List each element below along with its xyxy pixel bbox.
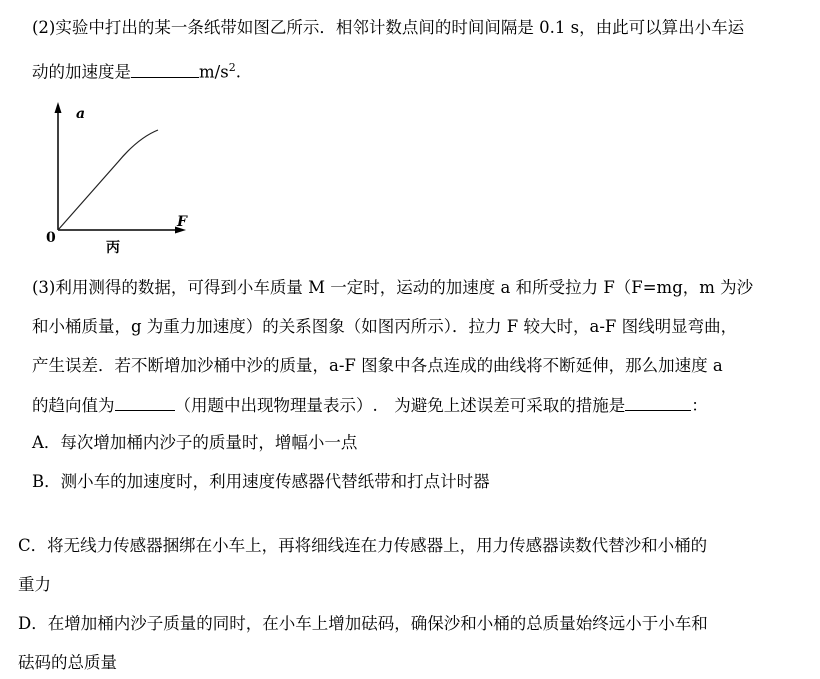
y-axis-label: a bbox=[76, 106, 86, 122]
q3-line-3: 产生误差．若不断增加沙桶中沙的质量，a-F 图象中各点连成的曲线将不断延伸，那么加速度 a bbox=[32, 356, 723, 375]
option-b: B．测小车的加速度时，利用速度传感器代替纸带和打点计时器 bbox=[32, 472, 490, 491]
y-axis-arrow-icon bbox=[55, 102, 62, 113]
colon: ： bbox=[691, 396, 708, 415]
origin-label: 0 bbox=[46, 230, 56, 246]
answer-blank-acceleration[interactable] bbox=[131, 61, 199, 78]
a-f-graph bbox=[38, 100, 208, 260]
x-axis-label: F bbox=[177, 214, 187, 230]
q2-line-2 bbox=[32, 57, 241, 84]
option-d-line-1: D．在增加桶内沙子质量的同时，在小车上增加砝码，确保沙和小桶的总质量始终远小于小车和 bbox=[18, 614, 708, 633]
a-f-curve bbox=[58, 130, 158, 230]
q3-line-4-text-b: （用题中出现物理量表示）. 为避免上述误差可采取的措施是 bbox=[174, 396, 626, 415]
q3-line-1: (3)利用测得的数据，可得到小车质量 M 一定时，运动的加速度 a 和所受拉力 F（F=mg，m 为沙 bbox=[32, 278, 754, 297]
unit-text: m/s bbox=[199, 62, 229, 82]
q3-line-4-text-a: 的趋向值为 bbox=[32, 396, 115, 415]
period: . bbox=[235, 62, 241, 82]
answer-blank-measure[interactable] bbox=[625, 394, 691, 411]
option-c-line-2: 重力 bbox=[18, 575, 51, 594]
option-a: A．每次增加桶内沙子的质量时，增幅小一点 bbox=[32, 433, 358, 452]
unit-exponent: 2 bbox=[228, 61, 236, 74]
figure-caption: 丙 bbox=[106, 240, 120, 256]
answer-blank-limit[interactable] bbox=[115, 394, 175, 411]
q3-line-2: 和小桶质量，g 为重力加速度）的关系图象（如图丙所示）．拉力 F 较大时，a-F 图线明显弯曲， bbox=[32, 317, 738, 336]
q2-line-2-text: 动的加速度是 bbox=[32, 62, 131, 82]
option-d-line-2: 砝码的总质量 bbox=[18, 653, 117, 672]
option-c-line-1: C．将无线力传感器捆绑在小车上，再将细线连在力传感器上，用力传感器读数代替沙和小桶的 bbox=[18, 536, 708, 555]
q2-line-1: (2)实验中打出的某一条纸带如图乙所示．相邻计数点间的时间间隔是 0.1 s，由此可以算出小车运 bbox=[32, 18, 745, 37]
q3-line-4 bbox=[32, 394, 708, 417]
